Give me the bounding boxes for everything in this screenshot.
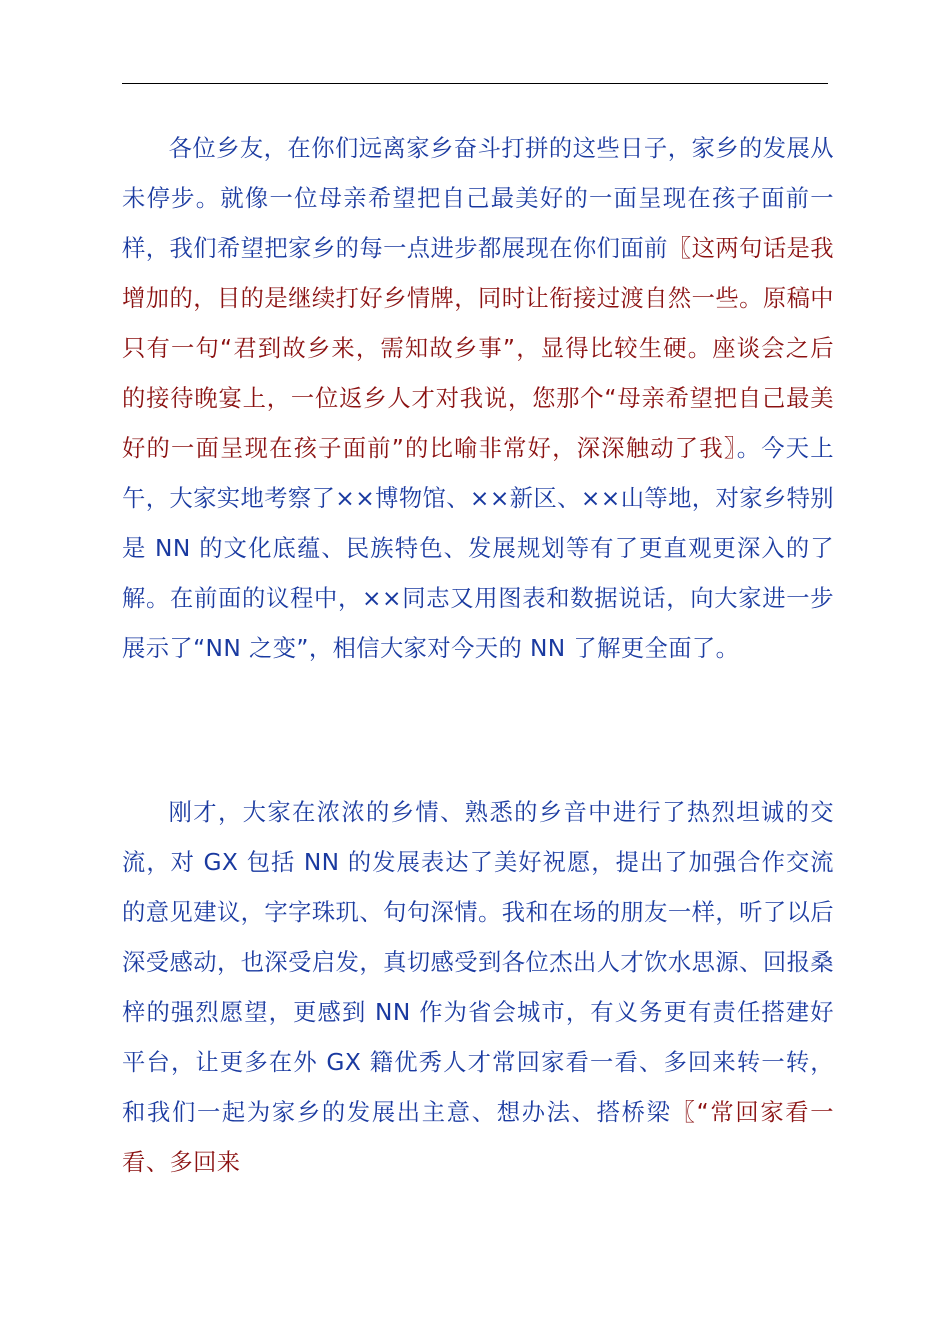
body-text: 。今天上午，大家实地考察了××博物馆、××新区、××山等地，对家乡特别是 NN 的文化底蕴、民族特色、发展规划等有了更直观更深入的了解。在前面的议程中，××同志又用图表和数据说话，向大家进一步展示了“NN 之变”，相信大家对今天的 NN 了解更全面了。 [122,435,834,662]
annotation-text: 〖这两句话是我增加的，目的是继续打好乡情牌，同时让衔接过渡自然一些。原稿中只有一句“君到故乡来，需知故乡事”，显得比较生硬。座谈会之后的接待晚宴上，一位返乡人才对我说，您那个“母亲希望把自己最美好的一面呈现在孩子面前”的比喻非常好，深深触动了我〗 [122,235,834,462]
paragraph [122,788,834,1188]
body-text: 刚才，大家在浓浓的乡情、熟悉的乡音中进行了热烈坦诚的交流，对 GX 包括 NN 的发展表达了美好祝愿，提出了加强合作交流的意见建议，字字珠玑、句句深情。我和在场的朋友一样，听了以后深受感动，也深受启发，真切感受到各位杰出人才饮水思源、回报桑梓的强烈愿望，更感到 NN 作为省会城市，有义务更有责任搭建好平台，让更多在外 GX 籍优秀人才常回家看一看、多回来转一转，和我们一起为家乡的发展出主意、想办法、搭桥梁 [122,799,834,1126]
body-text: 各位乡友，在你们远离家乡奋斗打拼的这些日子，家乡的发展从未停步。就像一位母亲希望把自己最美好的一面呈现在孩子面前一样，我们希望把家乡的每一点进步都展现在你们面前 [122,135,834,262]
annotation-text: 〖“常回家看一看、多回来 [122,1099,834,1176]
paragraph [122,124,834,674]
header-rule [122,83,828,84]
